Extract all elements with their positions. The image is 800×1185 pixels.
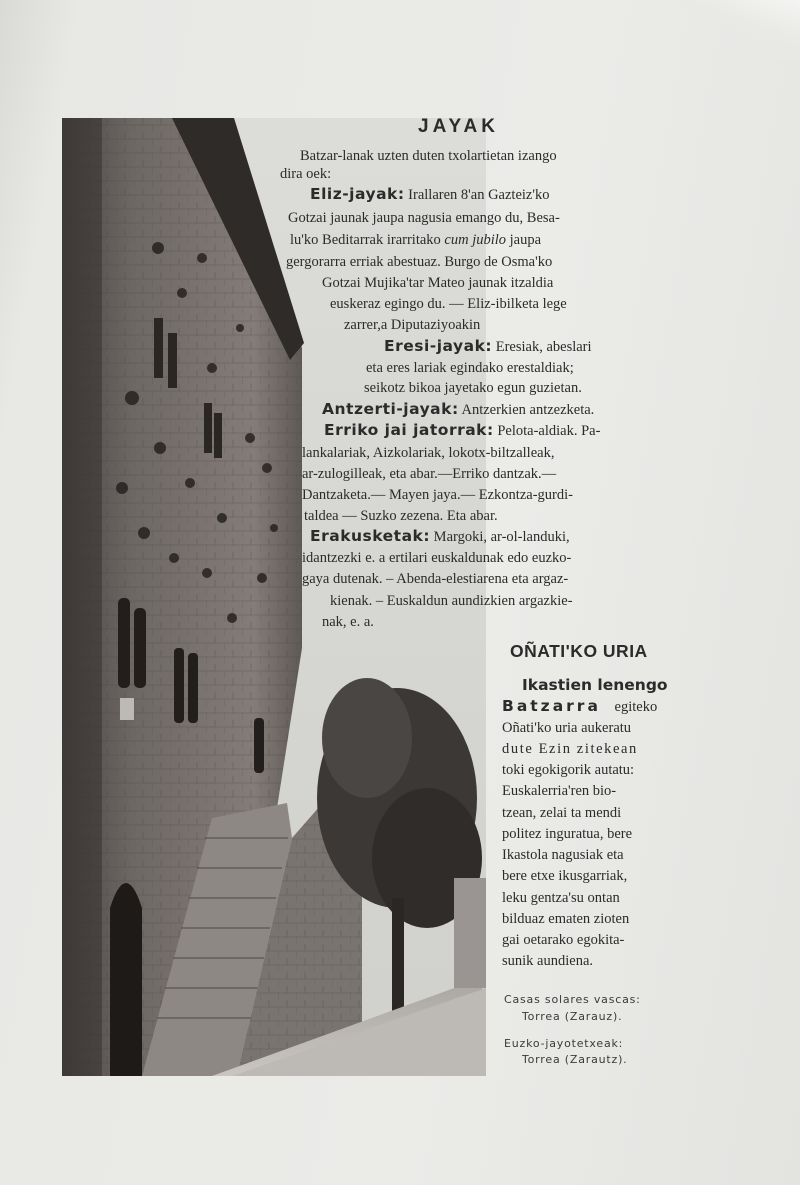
onati-text: egiteko	[614, 699, 658, 715]
section-title-jayak: JAYAK	[418, 116, 499, 137]
eresi-line: seikotz bikoa jayetako egun guzietan.	[364, 380, 582, 396]
onati-line: tzean, zelai ta mendi	[502, 805, 622, 821]
eliz-line: gergorarra erriak abestuaz. Burgo de Osma'ko	[286, 254, 553, 270]
erakusketak-line: idantzezki e. a ertilari euskaldunak edo euzko-	[302, 550, 572, 566]
onati-line: Ikastola nagusiak eta	[502, 847, 624, 863]
onati-line: Oñati'ko uria aukeratu	[502, 720, 632, 736]
eresi-jayak-label: Eresi-jayak:	[384, 337, 493, 355]
eresi-jayak-line	[384, 338, 592, 356]
erriko-line: Dantzaketa.— Mayen jaya.— Ezkontza-gurdi-	[302, 487, 573, 503]
erakusketak-line: gaya dutenak. – Abenda-elestiarena eta argaz-	[302, 571, 569, 587]
onati-line	[502, 698, 657, 716]
antzerti-text: Antzerkien antzezketa.	[461, 402, 595, 418]
latin-phrase: cum jubilo	[444, 232, 507, 248]
eliz-line: Gotzai Mujika'tar Mateo jaunak itzaldia	[322, 275, 554, 291]
eliz-line: Gotzai jaunak jaupa nagusia emango du, Besa-	[288, 210, 560, 226]
onati-line: bilduaz ematen zioten	[502, 911, 630, 927]
erriko-jai-label: Erriko jai jatorrak:	[324, 421, 494, 439]
page-corner-fold	[680, 0, 800, 60]
eliz-text: lu'ko Beditarrak irarritako	[290, 232, 441, 248]
erriko-text: Pelota-aldiak. Pa-	[497, 423, 601, 439]
photo-caption-basque-place: Torrea (Zarautz).	[522, 1053, 628, 1066]
antzerti-jayak-line	[322, 401, 594, 419]
intro-line: Batzar-lanak uzten duten txolartietan izango	[300, 148, 557, 164]
erakusketak-line: nak, e. a.	[322, 614, 374, 630]
eliz-jayak-text: Irallaren 8'an Gazteiz'ko	[408, 187, 550, 203]
onati-line: sunik aundiena.	[502, 953, 594, 969]
photo-caption-spanish-place: Torrea (Zarauz).	[522, 1010, 623, 1023]
eliz-text: jaupa	[509, 232, 542, 248]
erakusketak-line	[310, 528, 570, 546]
intro-line: dira oek:	[280, 166, 332, 182]
batzarra-word: Batzarra	[502, 697, 601, 715]
erakusketak-label: Erakusketak:	[310, 527, 431, 545]
eliz-line: euskeraz egingo du. — Eliz-ibilketa lege	[330, 296, 567, 312]
onati-line: dute Ezin zitekean	[502, 741, 638, 757]
onati-line: gai oetarako egokita-	[502, 932, 625, 948]
eresi-text: Eresiak, abeslari	[495, 339, 592, 355]
erriko-line	[324, 422, 600, 440]
onati-line: Euskalerria'ren bio-	[502, 783, 617, 799]
antzerti-jayak-label: Antzerti-jayak:	[322, 400, 459, 418]
onati-line: politez inguratua, bere	[502, 826, 633, 842]
eliz-jayak-label: Eliz-jayak:	[310, 185, 405, 203]
onati-line: Ikastien lenengo	[522, 676, 668, 694]
photo-caption-basque: Euzko-jayotetxeak:	[504, 1037, 624, 1050]
eliz-line: zarrer,a Diputaziyoakin	[344, 317, 481, 333]
eliz-jayak-line	[310, 186, 549, 204]
erriko-line: taldea — Suzko zezena. Eta abar.	[304, 508, 498, 524]
onati-line: bere etxe ikusgarriak,	[502, 868, 628, 884]
onati-line: leku gentza'su ontan	[502, 890, 620, 906]
erakusketak-text: Margoki, ar-ol-landuki,	[433, 529, 570, 545]
section-title-onati: OÑATI'KO URIA	[510, 641, 648, 661]
erakusketak-line: kienak. – Euskaldun aundizkien argazkie-	[330, 593, 573, 609]
onati-line: toki egokigorik autatu:	[502, 762, 635, 778]
photo-caption-spanish: Casas solares vascas:	[504, 993, 641, 1006]
eliz-line	[290, 232, 541, 249]
erriko-line: ar-zulogilleak, eta abar.—Erriko dantzak.—	[302, 466, 557, 482]
eresi-line: eta eres lariak egindako erestaldiak;	[366, 360, 574, 376]
erriko-line: lankalariak, Aizkolariak, lokotx-biltzalleak,	[302, 445, 555, 461]
